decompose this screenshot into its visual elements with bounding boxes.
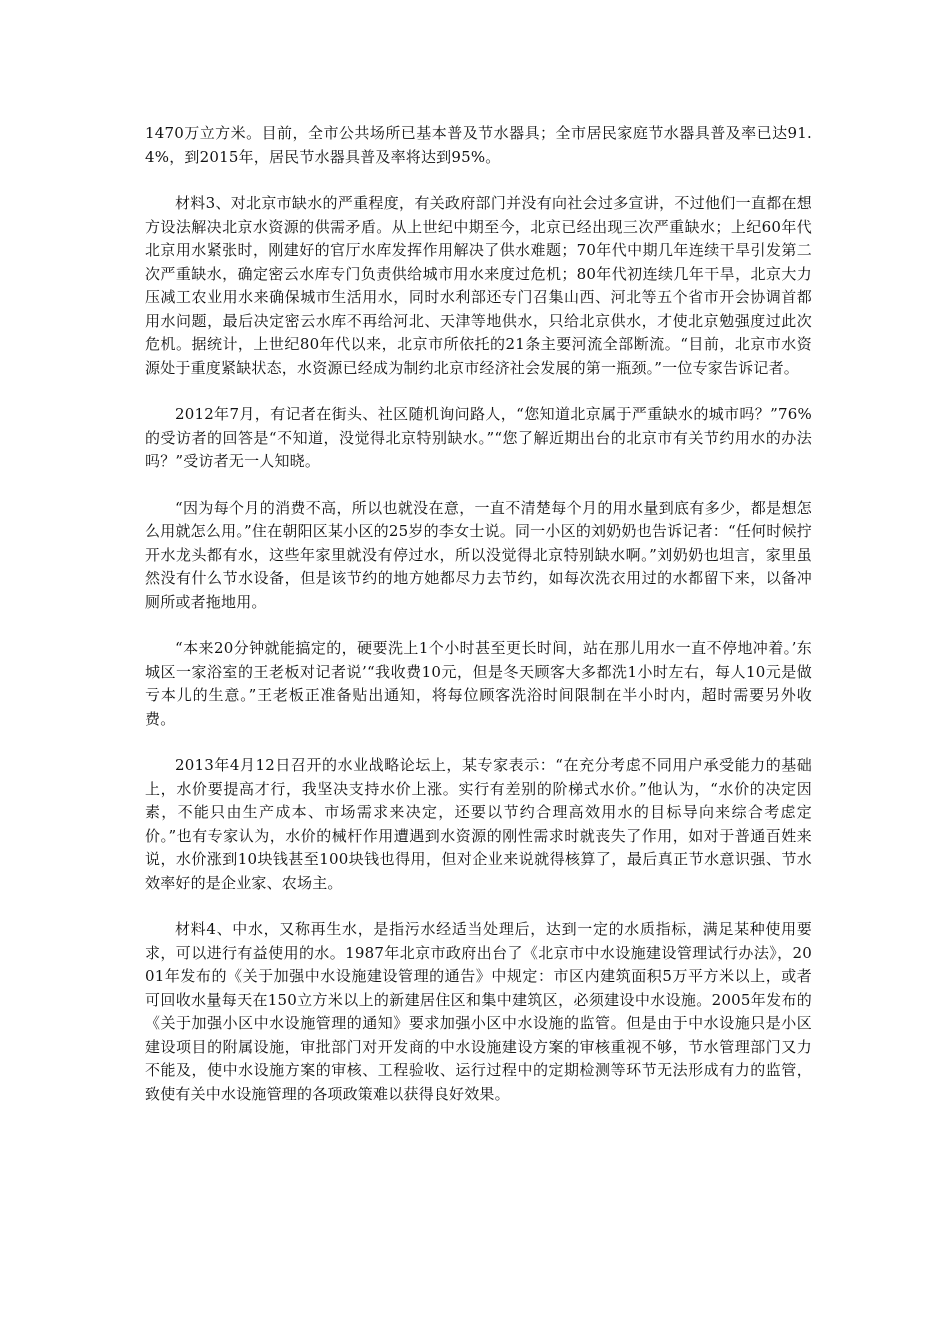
paragraph-material-4: 材料4、中水，又称再生水，是指污水经适当处理后，达到一定的水质指标，满足某种使用要求，可以进行有益使用的水。1987年北京市政府出台了《北京市中水设施建设管理试行办法》，2001年发布的《关于加强中水设施建设管理的通告》中规定：市区内建筑面积5万平方米以上，或者可回收水量每天在150立方米以上的新建居住区和集中建筑区，必须建设中水设施。2005年发布的《关于加强小区中水设施管理的通知》要求加强小区中水设施的监管。但是由于中水设施只是小区建设项目的附属设施，审批部门对开发商的中水设施建设方案的审核重视不够，节水管理部门又力不能及，使中水设施方案的审核、工程验收、运行过程中的定期检测等环节无法形成有力的监管，致使有关中水设施管理的各项政策难以获得良好效果。 [145, 920, 812, 1103]
paragraph-survey-2012: 2012年7月，有记者在街头、社区随机询问路人，“您知道北京属于严重缺水的城市吗？”76%的受访者的回答是“不知道，没觉得北京特别缺水。”“您了解近期出台的北京市有关节约用水的办法吗？”受访者无一人知晓。 [145, 405, 812, 470]
paragraph-continuation: 1470万立方米。目前，全市公共场所已基本普及节水器具；全市居民家庭节水器具普及率已达91.4%，到2015年，居民节水器具普及率将达到95%。 [145, 124, 812, 166]
paragraph-resident-quotes: “因为每个月的消费不高，所以也就没在意，一直不清楚每个月的用水量到底有多少，都是想怎么用就怎么用。”住在朝阳区某小区的25岁的李女士说。同一小区的刘奶奶也告诉记者：“任何时候拧开水龙头都有水，这些年家里就没有停过水，所以没觉得北京特别缺水啊。”刘奶奶也坦言，家里虽然没有什么节水设备，但是该节约的地方她都尽力去节约，如每次洗衣用过的水都留下来，以备冲厕所或者拖地用。 [145, 498, 812, 611]
document-page [145, 122, 812, 1106]
paragraph-material-3: 材料3、对北京市缺水的严重程度，有关政府部门并没有向社会过多宣讲，不过他们一直都在想方设法解决北京水资源的供需矛盾。从上世纪中期至今，北京已经出现三次严重缺水；上纪60年代北京用水紧张时，刚建好的官厅水库发挥作用解决了供水难题；70年代中期几年连续干旱引发第二次严重缺水，确定密云水库专门负责供给城市用水来度过危机；80年代初连续几年干旱，北京大力压减工农业用水来确保城市生活用水，同时水利部还专门召集山西、河北等五个省市开会协调首都用水问题，最后决定密云水库不再给河北、天津等地供水，只给北京供水，才使北京勉强度过此次危机。据统计，上世纪80年代以来，北京市所依托的21条主要河流全部断流。“目前，北京市水资源处于重度紧缺状态，水资源已经成为制约北京市经济社会发展的第一瓶颈。”一位专家告诉记者。 [145, 194, 812, 377]
paragraph-forum-2013: 2013年4月12日召开的水业战略论坛上，某专家表示：“在充分考虑不同用户承受能力的基础上，水价要提高才行，我坚决支持水价上涨。实行有差别的阶梯式水价。”他认为，“水价的决定因素，不能只由生产成本、市场需求来决定，还要以节约合理高效用水的目标导向来综合考虑定价。”也有专家认为，水价的械杆作用遭遇到水资源的刚性需求时就丧失了作用，如对于普通百姓来说，水价涨到10块钱甚至100块钱也得用，但对企业来说就得核算了，最后真正节水意识强、节水效率好的是企业家、农场主。 [145, 756, 812, 892]
paragraph-bathhouse: “本来20分钟就能搞定的，硬要洗上1个小时甚至更长时间，站在那儿用水一直不停地冲着。’东城区一家浴室的王老板对记者说’“我收费10元，但是冬天顾客大多都洗1小时左右，每人10元是做亏本儿的生意。”王老板正准备贴出通知，将每位顾客洗浴时间限制在半小时内，超时需要另外收费。 [145, 639, 812, 728]
